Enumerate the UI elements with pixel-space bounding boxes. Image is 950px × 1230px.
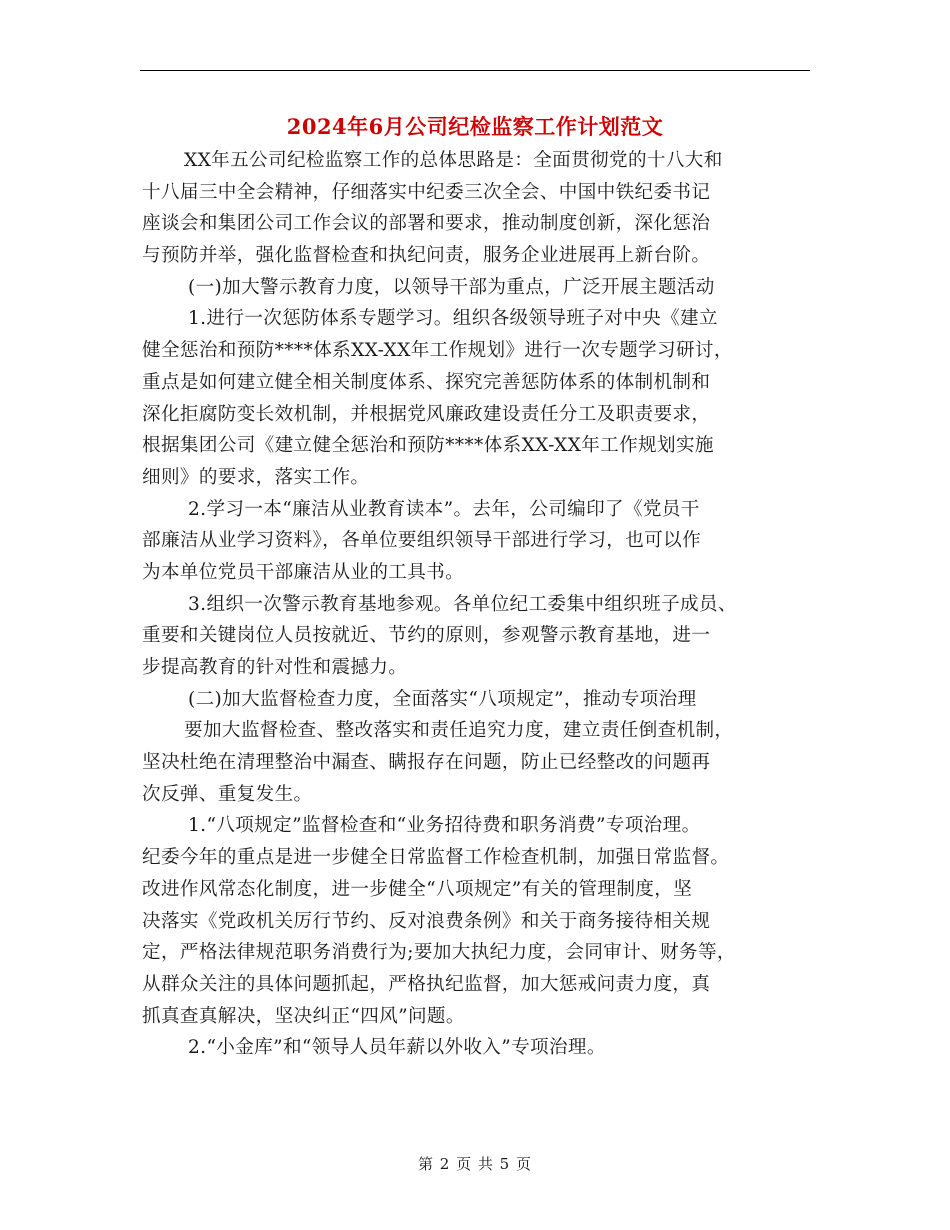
text-line: 健全惩治和预防****体系XX-XX年工作规划》进行一次专题学习研讨， [142,340,733,362]
text-line: 定，严格法律规范职务消费行为;要加大执纪力度，会同审计、财务等， [142,942,736,964]
page-footer: 第 2 页 共 5 页 [418,1155,532,1173]
text-line: 根据集团公司《建立健全惩治和预防****体系XX-XX年工作规划实施 [142,435,714,457]
text-line: 座谈会和集团公司工作会议的部署和要求，推动制度创新，深化惩治 [142,213,711,235]
text-line: 部廉洁从业学习资料》，各单位要组织领导干部进行学习，也可以作 [142,530,702,552]
text-line: XX年五公司纪检监察工作的总体思路是：全面贯彻党的十八大和 [184,150,723,171]
text-line: 为本单位党员干部廉洁从业的工具书。 [142,561,465,583]
text-line: 2.学习一本“廉洁从业教育读本”。去年，公司编印了《党员干 [188,498,700,520]
text-line: 要加大监督检查、整改落实和责任追究力度，建立责任倒查机制， [184,720,734,742]
text-line: 从群众关注的具体问题抓起，严格执纪监督，加大惩戒问责力度，真 [142,973,711,995]
text-line: 步提高教育的针对性和震撼力。 [142,657,408,678]
header-rule [140,70,810,71]
text-line: (二)加大监督检查力度，全面落实“八项规定”，推动专项治理 [188,688,697,710]
text-line: 深化拒腐防变长效机制，并根据党风廉政建设责任分工及职责要求， [142,403,711,425]
text-line: 细则》的要求，落实工作。 [142,466,370,488]
text-line: 十八届三中全会精神，仔细落实中纪委三次全会、中国中铁纪委书记 [142,181,711,203]
document-title: 2024年6月公司纪检监察工作计划范文 [286,114,664,139]
text-line: 1.进行一次惩防体系专题学习。组织各级领导班子对中央《建立 [188,308,718,330]
text-line: 2.“小金库”和“领导人员年薪以外收入”专项治理。 [188,1037,606,1059]
document-body [142,145,814,1064]
text-line: 次反弹、重复发生。 [142,783,313,805]
text-line: 纪委今年的重点是进一步健全日常监督工作检查机制，加强日常监督。 [142,847,730,869]
text-line: 与预防并举，强化监督检查和执纪问责，服务企业进展再上新台阶。 [142,245,711,267]
text-line: 抓真查真解决，坚决纠正“四风”问题。 [142,1005,465,1027]
text-line: 坚决杜绝在清理整治中漏查、瞒报存在问题，防止已经整改的问题再 [142,752,711,774]
text-line: 重要和关键岗位人员按就近、节约的原则，参观警示教育基地，进一 [142,625,711,647]
text-line: 改进作风常态化制度，进一步健全“八项规定”有关的管理制度，坚 [142,878,693,900]
text-line: (一)加大警示教育力度，以领导干部为重点，广泛开展主题活动 [188,276,715,298]
text-line: 决落实《党政机关厉行节约、反对浪费条例》和关于商务接待相关规 [142,910,711,932]
text-line: 3.组织一次警示教育基地参观。各单位纪工委集中组织班子成员、 [188,593,737,615]
text-line: 1.“八项规定”监督检查和“业务招待费和职务消费”专项治理。 [188,815,701,837]
text-line: 重点是如何建立健全相关制度体系、探究完善惩防体系的体制机制和 [142,371,711,393]
